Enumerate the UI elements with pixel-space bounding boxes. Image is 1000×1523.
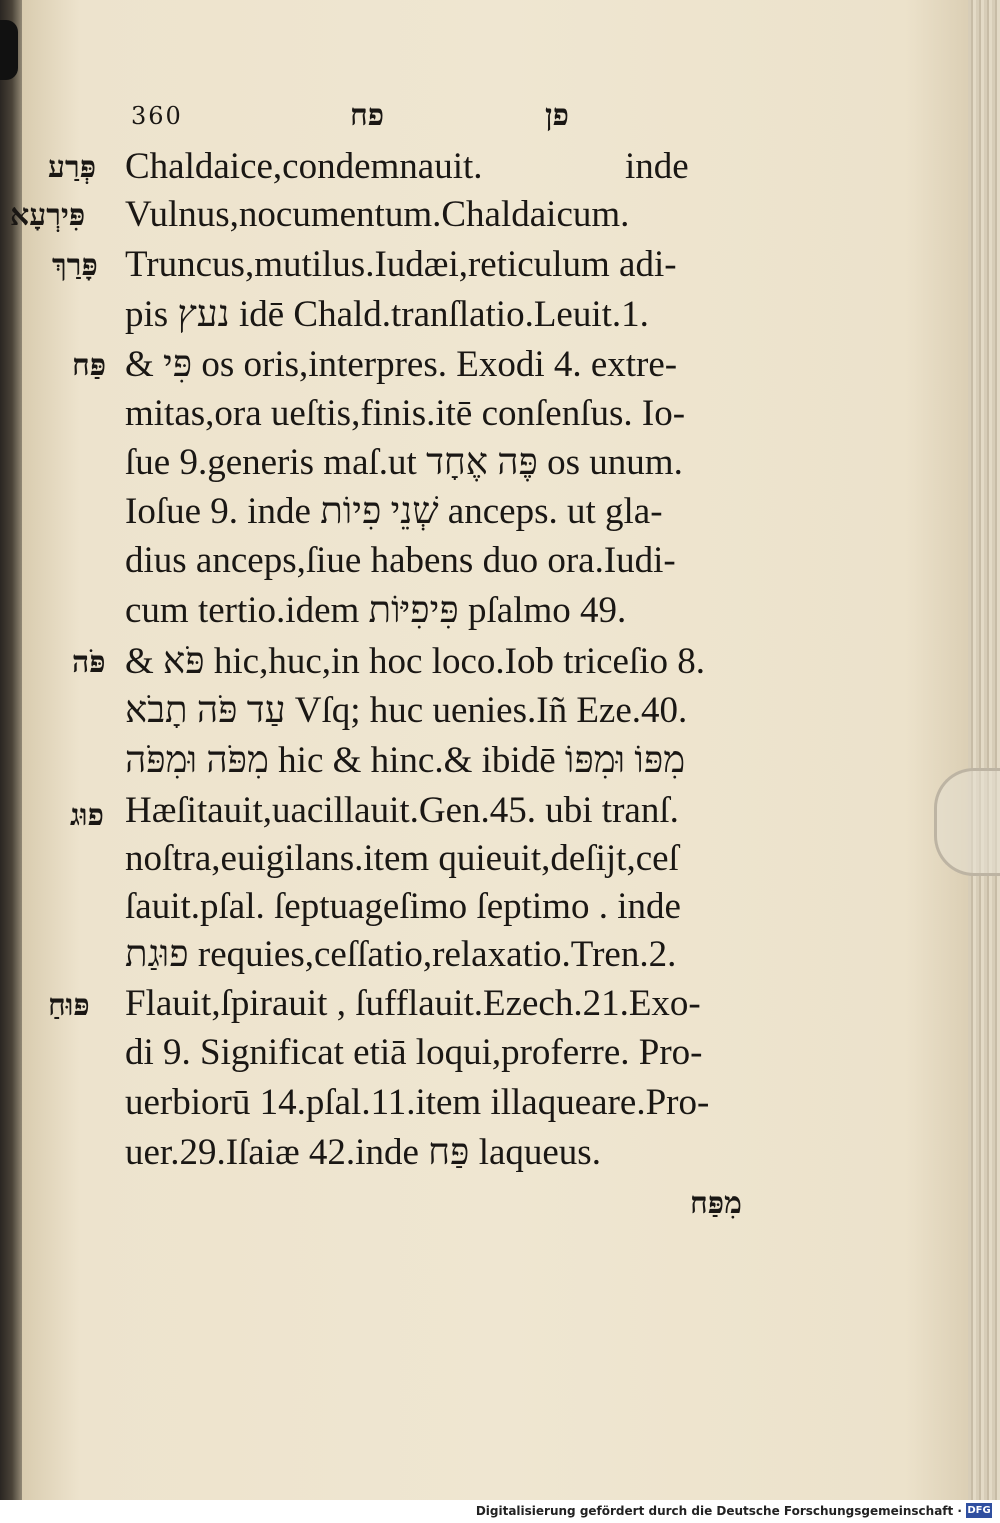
text-line-13: מִפֹּה וּמִפֹּה hic & hinc.& ibidē מִפּוֹ וּמִפּוֹ — [125, 740, 686, 781]
margin-head-2: פִּירְעָא — [10, 198, 86, 233]
text-line-21: uer.29.Iſaiæ 42.inde פַּח laqueus. — [125, 1132, 601, 1173]
text-line-2: Vulnus,nocumentum.Chaldaicum. — [125, 194, 630, 235]
catchword: מִפַּח — [690, 1186, 742, 1221]
binding-edge — [0, 20, 18, 80]
text-line-11: & פֹּא hic,huc,in hoc loco.Iob triceſio 8. — [125, 641, 706, 682]
text-line-4: pis נעץ idē Chald.tranſlatio.Leuit.1. — [125, 294, 649, 335]
footer-credit: Digitalisierung gefördert durch die Deutsche Forschungsgemeinschaft · — [475, 1504, 962, 1518]
text-line-19: di 9. Significat etiā loqui,proferre. Pro- — [125, 1032, 703, 1073]
dfg-logo: DFG — [967, 1505, 991, 1516]
margin-head-3: פָּרַךְ — [52, 248, 98, 283]
text-line-1-extra: inde — [625, 146, 689, 187]
text-line-20: uerbiorū 14.pſal.11.item illaqueare.Pro- — [125, 1082, 710, 1123]
margin-head-7: פּוּחַ — [48, 988, 90, 1023]
text-line-14: Hæſitauit,uacillauit.Gen.45. ubi tranſ. — [125, 790, 679, 831]
text-line-12: עַד פֹּה תָבֹא Vſq; huc uenies.Iñ Eze.40. — [125, 690, 688, 731]
margin-head-4: פַּח — [72, 348, 107, 383]
text-line-8: Ioſue 9. inde שְׁנֵי פִיוֹת anceps. ut gla- — [125, 491, 663, 532]
text-line-18: Flauit,ſpirauit , ſufflauit.Ezech.21.Exo- — [125, 983, 701, 1024]
text-line-10: cum tertio.idem פִּיפִיּוֹת pſalmo 49. — [125, 590, 627, 631]
page-number: 360 — [131, 102, 183, 130]
running-head-right: פן — [545, 98, 569, 133]
text-line-6: mitas,ora ueſtis,finis.itē conſenſus. Io- — [125, 393, 686, 434]
text-line-7: ſue 9.generis maſ.ut פֶּה אֶחָד os unum. — [125, 442, 683, 483]
text-line-3: Truncus,mutilus.Iudæi,reticulum adi- — [125, 244, 677, 285]
text-line-1: Chaldaice,condemnauit. — [125, 146, 483, 187]
text-line-17: פוּגַת requies,ceſſatio,relaxatio.Tren.2. — [125, 934, 677, 975]
page-clip — [934, 768, 1000, 876]
page-fore-edge — [968, 0, 1000, 1500]
text-line-9: dius anceps,ſiue habens duo ora.Iudi- — [125, 540, 676, 581]
margin-head-6: פוּג — [70, 798, 104, 833]
text-line-16: ſauit.pſal. ſeptuageſimo ſeptimo . inde — [125, 886, 681, 927]
running-head-left: פח — [350, 98, 385, 133]
text-line-5: & פִּי os oris,interpres. Exodi 4. extre- — [125, 344, 678, 385]
margin-head-1: פְּרַע — [48, 150, 97, 185]
text-line-15: noſtra,euigilans.item quieuit,deſijt,ceſ — [125, 838, 679, 879]
margin-head-5: פֹּה — [72, 645, 106, 680]
